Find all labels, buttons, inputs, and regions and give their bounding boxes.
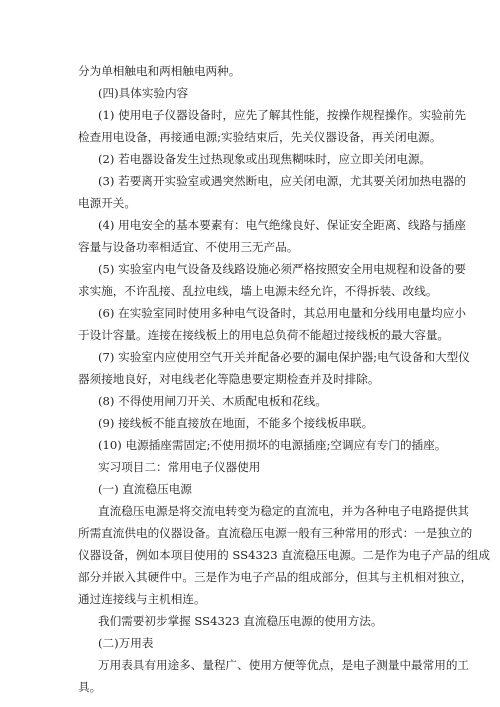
- text-line: (2) 若电器设备发生过热现象或出现焦糊味时，应立即关闭电源。: [98, 152, 432, 166]
- text-line: 具。: [78, 680, 102, 694]
- text-line: (4) 用电安全的基本要素有：电气绝缘良好、保证安全距离、线路与插座: [98, 218, 466, 232]
- text-line: (7) 实验室内应使用空气开关并配备必要的漏电保护器;电气设备和大型仪: [98, 350, 470, 364]
- text-line: (1) 使用电子仪器设备时，应先了解其性能，按操作规程操作。实验前先: [98, 108, 466, 122]
- text-line: 所需直流供电的仪器设备。直流稳压电源一般有三种常用的形式：一是独立的: [78, 526, 473, 540]
- text-line: (6) 在实验室同时使用多种电气设备时，其总用电量和分线用电量均应小: [98, 306, 466, 320]
- text-line: 于设计容量。连接在接线板上的用电总负荷不能超过接线板的最大容量。: [78, 328, 450, 342]
- text-line: 通过连接线与主机相连。: [78, 592, 206, 606]
- text-line: 求实施，不许乱接、乱拉电线，墙上电源未经允许，不得拆装、改线。: [78, 284, 438, 298]
- project-heading: 实习项目二：常用电子仪器使用: [98, 460, 261, 474]
- text-line: 我们需要初步掌握 SS4323 直流稳压电源的使用方法。: [98, 614, 383, 628]
- text-line: 部分并嵌入其硬件中。三是作为电子产品的组成部分，但其与主机相对独立，: [78, 570, 473, 584]
- section-heading: (四)具体实验内容: [98, 86, 189, 100]
- text-line: 器须接地良好，对电线老化等隐患要定期检查并及时排除。: [78, 372, 380, 386]
- text-line: 直流稳压电源是将交流电转变为稳定的直流电，并为各种电子电路提供其: [98, 504, 470, 518]
- text-line: 仪器设备，例如本项目使用的 SS4323 直流稳压电源。二是作为电子产品的组成: [78, 548, 490, 562]
- text-line: 容量与设备功率相适宜、不使用三无产品。: [78, 240, 299, 254]
- section-heading: (一) 直流稳压电源: [98, 482, 192, 496]
- text-line: 电源开关。: [78, 196, 136, 210]
- text-line: (5) 实验室内电气设备及线路设施必须严格按照安全用电规程和设备的要: [98, 262, 466, 276]
- text-line: (8) 不得使用闸刀开关、木质配电板和花线。: [98, 394, 327, 408]
- text-line: (9) 接线板不能直接放在地面，不能多个接线板串联。: [98, 416, 374, 430]
- text-line: (3) 若要离开实验室或遇突然断电，应关闭电源，尤其要关闭加热电器的: [98, 174, 466, 188]
- section-heading: (二)万用表: [98, 636, 154, 650]
- text-line: 检查用电设备，再接通电源;实验结束后，先关仪器设备，再关闭电源。: [78, 130, 442, 144]
- text-line: (10) 电源插座需固定;不使用损坏的电源插座;空调应有专门的插座。: [98, 438, 447, 452]
- text-line: 万用表具有用途多、量程广、使用方便等优点，是电子测量中最常用的工: [98, 658, 470, 672]
- text-line: 分为单相触电和两相触电两种。: [78, 64, 241, 78]
